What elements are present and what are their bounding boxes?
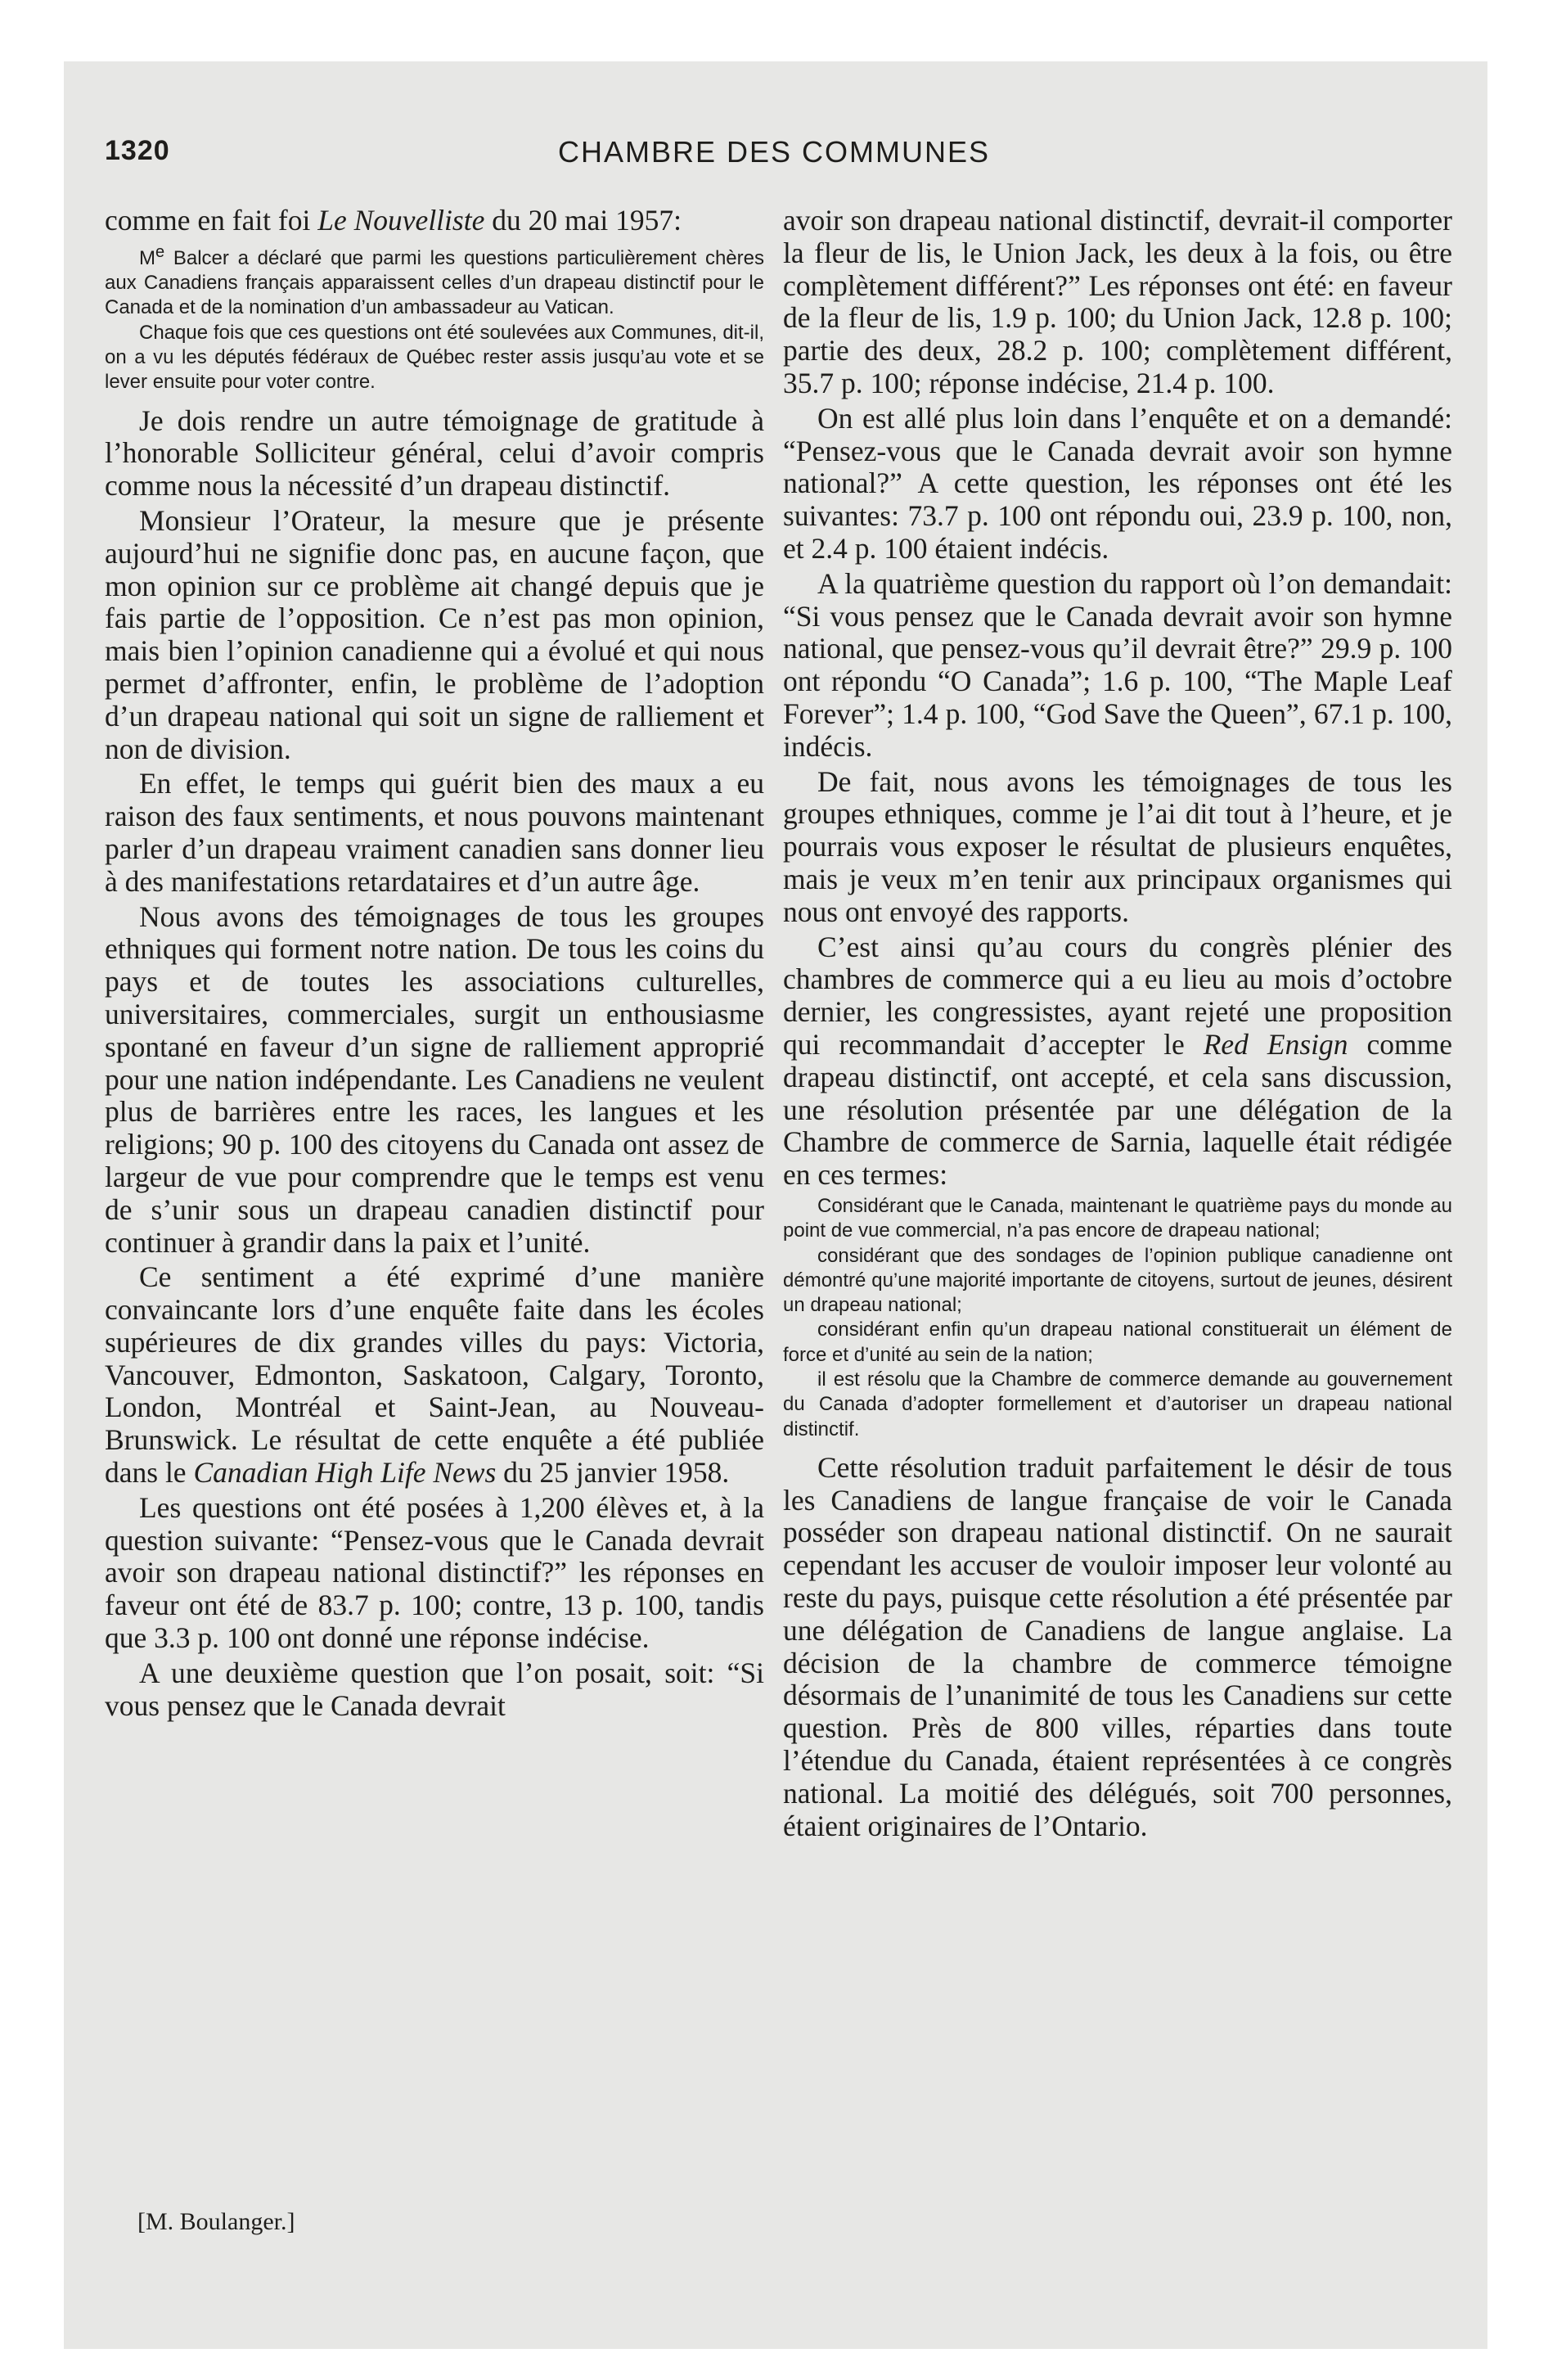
paragraph: Monsieur l’Orateur, la mesure que je présente aujourd’hui ne signifie donc pas, en aucune façon, que mon opinion sur ce problème ait changé depuis que je fais partie de l’opposition. Ce n’est pas mon opinion, mais bien l’opinion canadienne qui a évolué et qui nous permet d’affronter, enfin, le problème de l’adoption d’un drapeau national qui soit un signe de ralliement et non de division. xyxy=(105,503,764,765)
paragraph: On est allé plus loin dans l’enquête et on a demandé: “Pensez-vous que le Canada devrait avoir son hymne national?” A cette question, les réponses ont été les suivantes: 73.7 p. 100 ont répondu oui, 23.9 p. 100, non, et 2.4 p. 100 étaient indécis. xyxy=(783,401,1452,565)
left-column xyxy=(105,205,764,1724)
page-number: 1320 xyxy=(105,135,170,166)
paragraph: avoir son drapeau national distinctif, devrait-il comporter la fleur de lis, le Union Jack, les deux à la fois, ou être complètement différent?” Les réponses ont été: en faveur de la fleur de lis, 1.9 p. 100; du Union Jack, 12.8 p. 100; partie des deux, 28.2 p. 100; complètement différent, 35.7 p. 100; réponse indécise, 21.4 p. 100. xyxy=(783,204,1452,399)
resolution-clause: considérant que des sondages de l’opinion publique canadienne ont démontré qu’une majorité importante de citoyens, surtout de jeunes, désirent un drapeau national; xyxy=(783,1244,1452,1317)
quote-paragraph: Chaque fois que ces questions ont été soulevées aux Communes, dit-il, on a vu les députés fédéraux de Québec rester assis jusqu’au vote et se lever ensuite pour voter contre. xyxy=(105,321,764,394)
paragraph: A une deuxième question que l’on posait, soit: “Si vous pensez que le Canada devrait xyxy=(105,1656,764,1722)
paragraph: Je dois rendre un autre témoignage de gratitude à l’honorable Solliciteur général, celui d’avoir compris comme nous la nécessité d’un drapeau distinctif. xyxy=(105,403,764,503)
paragraph: Nous avons des témoignages de tous les groupes ethniques qui forment notre nation. De tous les coins du pays et de toutes les associations culturelles, universitaires, commerciales, surgit un enthousiasme spontané en faveur d’un signe de ralliement approprié pour une nation indépendante. Les Canadiens ne veulent plus de barrières entre les races, les langues et les religions; 90 p. 100 des citoyens du Canada ont assez de largeur de vue pour comprendre que le temps est venu de s’unir sous un drapeau canadien distinctif pour continuer à grandir dans la paix et l’unité. xyxy=(105,899,764,1259)
resolution-clause: considérant enfin qu’un drapeau national constituerait un élément de force et d’unité au sein de la nation; xyxy=(783,1318,1452,1366)
resolution-clause: Considérant que le Canada, maintenant le quatrième pays du monde au point de vue commercial, n’a pas encore de drapeau national; xyxy=(783,1194,1452,1242)
right-column xyxy=(783,205,1452,1845)
paragraph: Ce sentiment a été exprimé d’une manière convaincante lors d’une enquête faite dans les écoles supérieures de dix grandes villes du pays: Victoria, Vancouver, Edmonton, Saskatoon, Calgary, Toronto, London, Montréal et Saint-Jean, au Nouveau-Brunswick. Le résultat de cette enquête a été publiée dans le Canadian High Life News du 25 janvier 1958. xyxy=(105,1260,764,1490)
speaker-signature: [M. Boulanger.] xyxy=(137,2208,295,2235)
quote-paragraph: Me Balcer a déclaré que parmi les questions particulièrement chères aux Canadiens français apparaissent celles d’un drapeau distinctif pour le Canada et de la nomination d’un ambassadeur au Vatican. xyxy=(105,242,764,319)
paragraph: A la quatrième question du rapport où l’on demandait: “Si vous pensez que le Canada devrait avoir son hymne national, que pensez-vous qu’il devrait être?” 29.9 p. 100 ont répondu “O Canada”; 1.6 p. 100, “The Maple Leaf Forever”; 1.4 p. 100, “God Save the Queen”, 67.1 p. 100, indécis. xyxy=(783,566,1452,763)
paragraph: Les questions ont été posées à 1,200 élèves et, à la question suivante: “Pensez-vous que le Canada devrait avoir son drapeau national distinctif?” les réponses en faveur ont été de 83.7 p. 100; contre, 13 p. 100, tandis que 3.3 p. 100 ont donné une réponse indécise. xyxy=(105,1490,764,1655)
paragraph: De fait, nous avons les témoignages de tous les groupes ethniques, comme je l’ai dit tout à l’heure, et je pourrais vous exposer le résultat de plusieurs enquêtes, mais je veux m’en tenir aux principaux organismes qui nous ont envoyé des rapports. xyxy=(783,764,1452,928)
paragraph: comme en fait foi Le Nouvelliste du 20 mai 1957: xyxy=(105,204,682,237)
paragraph: C’est ainsi qu’au cours du congrès plénier des chambres de commerce qui a eu lieu au mois d’octobre dernier, les congressistes, ayant rejeté une proposition qui recommandait d’accepter le Red Ensign comme drapeau distinctif, ont accepté, et cela sans discussion, une résolution présentée par une délégation de la Chambre de commerce de Sarnia, laquelle était rédigée en ces termes: xyxy=(783,930,1452,1192)
resolution-clause: il est résolu que la Chambre de commerce demande au gouvernement du Canada d’adopter formellement et d’autoriser un drapeau national distinctif. xyxy=(783,1368,1452,1440)
running-title: CHAMBRE DES COMMUNES xyxy=(557,135,991,169)
paragraph: En effet, le temps qui guérit bien des maux a eu raison des faux sentiments, et nous pouvons maintenant parler d’un drapeau vraiment canadien sans donner lieu à des manifestations retardataires et d’un autre âge. xyxy=(105,767,764,898)
paragraph: Cette résolution traduit parfaitement le désir de tous les Canadiens de langue française de voir le Canada posséder son drapeau national distinctif. On ne saurait cependant les accuser de vouloir imposer leur volonté au reste du pays, puisque cette résolution a été présentée par une délégation de Canadiens de langue anglaise. La décision de la chambre de commerce témoigne désormais de l’unanimité de tous les Canadiens sur cette question. Près de 800 villes, réparties dans toute l’étendue du Canada, étaient représentées à ce congrès national. La moitié des délégués, soit 700 personnes, étaient originaires de l’Ontario. xyxy=(783,1450,1452,1842)
